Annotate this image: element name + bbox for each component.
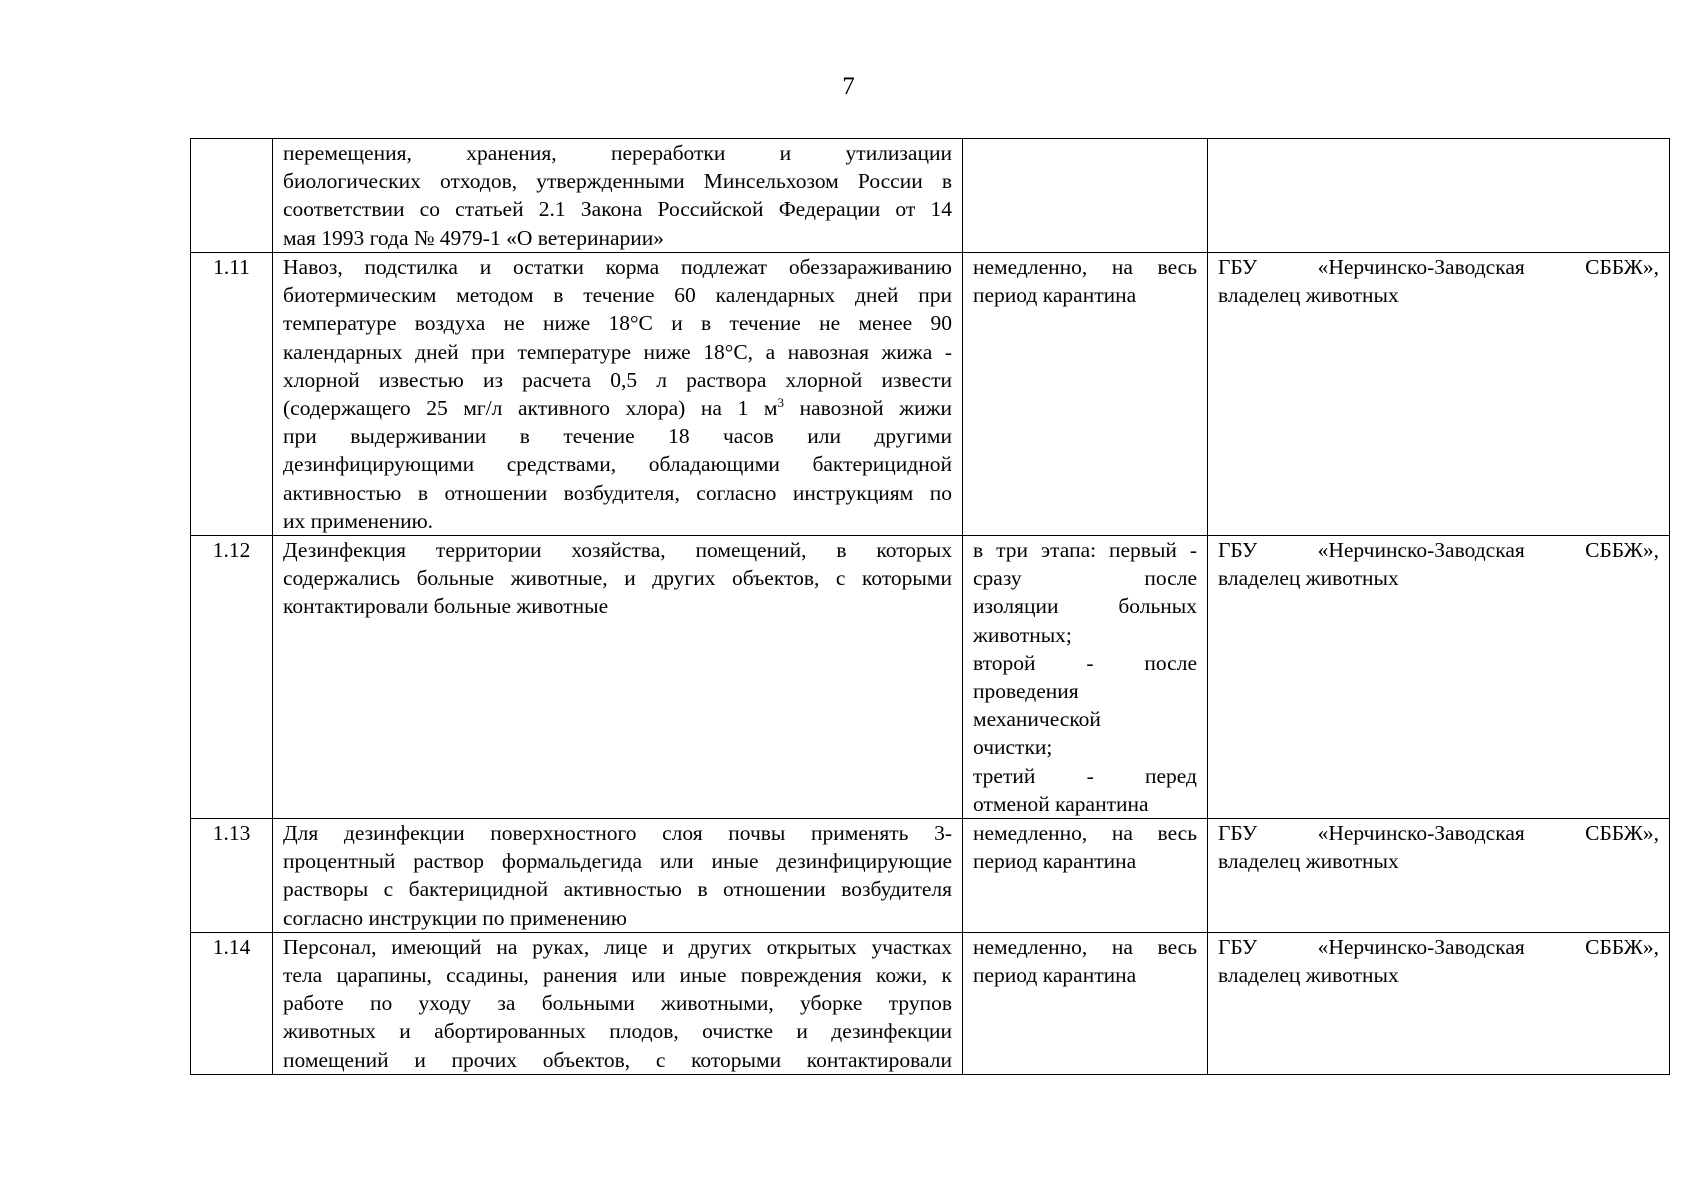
responsible-cell: ГБУ «Нерчинско-Заводская СББЖ», владелец животных: [1208, 253, 1670, 536]
responsible-cell: ГБУ «Нерчинско-Заводская СББЖ», владелец животных: [1208, 932, 1670, 1074]
responsible-cell: ГБУ «Нерчинско-Заводская СББЖ», владелец животных: [1208, 819, 1670, 933]
term-cell: немедленно, на весь период карантина: [963, 253, 1208, 536]
page-number: 7: [842, 73, 855, 100]
measure-text: Персонал, имеющий на руках, лице и других открытых участках тела царапины, ссадины, ранения или иные повреждения кожи, к работе по уходу за больными животными, уборке трупов животных и абортированных плодов, очистке и дезинфекции помещений и прочих объектов, с которыми контактировали: [273, 932, 963, 1074]
term-cell: немедленно, на весь период карантина: [963, 932, 1208, 1074]
table-row: [191, 932, 1670, 1074]
row-number: 1.14: [191, 932, 273, 1074]
term-cell: [963, 139, 1208, 253]
measures-table: [190, 138, 1670, 1075]
table-row: [191, 819, 1670, 933]
measure-text: Навоз, подстилка и остатки корма подлежат обеззараживанию биотермическим методом в течение 60 календарных дней при температуре воздуха не ниже 18°С и в течение не менее 90 календарных дней при температуре ниже 18°С, а навозная жижа - хлорной известью из расчета 0,5 л раствора хлорной извести (содержащего 25 мг/л активного хлора) на 1 $м^3$ навозной жижи при выдерживании в течение 18 часов или другими дезинфицирующими средствами, обладающими бактерицидной активностью в отношении возбудителя, согласно инструкциям по их применению.: [273, 253, 963, 536]
responsible-cell: [1208, 139, 1670, 253]
measure-text: перемещения, хранения, переработки и утилизации биологических отходов, утвержденными Минсельхозом России в соответствии со статьей 2.1 Закона Российской Федерации от 14 мая 1993 года № 4979-1 «О ветеринарии»: [273, 139, 963, 253]
row-number: 1.13: [191, 819, 273, 933]
table-row: [191, 253, 1670, 536]
superscript-3: 3: [777, 394, 785, 410]
row-number: [191, 139, 273, 253]
measure-text: Дезинфекция территории хозяйства, помещений, в которых содержались больные животные, и других объектов, с которыми контактировали больные животные: [273, 536, 963, 819]
responsible-cell: ГБУ «Нерчинско-Заводская СББЖ», владелец животных: [1208, 536, 1670, 819]
table-row: [191, 139, 1670, 253]
table-row: [191, 536, 1670, 819]
term-cell: в три этапа: первый - сразу после изоляции больных животных; второй - после проведения механической очистки; третий - перед отменой карантина: [963, 536, 1208, 819]
term-cell: немедленно, на весь период карантина: [963, 819, 1208, 933]
row-number: 1.12: [191, 536, 273, 819]
row-number: 1.11: [191, 253, 273, 536]
measure-text: Для дезинфекции поверхностного слоя почвы применять 3- процентный раствор формальдегида или иные дезинфицирующие растворы с бактерицидной активностью в отношении возбудителя согласно инструкции по применению: [273, 819, 963, 933]
